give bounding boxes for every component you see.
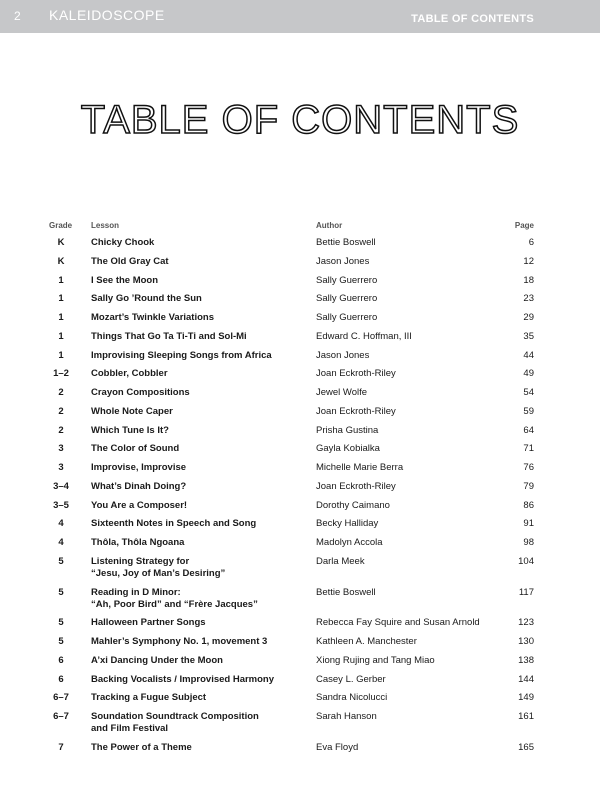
entry-grade: 5 xyxy=(58,617,64,629)
entry-lesson[interactable] xyxy=(91,350,306,362)
entry-author: Sandra Nicolucci xyxy=(316,692,388,704)
entry-page[interactable]: 91 xyxy=(523,518,534,530)
brand-logo: KALEIDOSCOPE xyxy=(49,7,165,23)
entry-author: Becky Halliday xyxy=(316,518,379,530)
entry-grade: 1 xyxy=(58,330,64,342)
entry-lesson-line: Sally Go ’Round the Sun xyxy=(91,293,202,305)
entry-page[interactable]: 86 xyxy=(523,499,534,511)
entry-lesson-line: Reading in D Minor: xyxy=(91,586,181,598)
header-bar xyxy=(0,0,600,33)
entry-grade: 2 xyxy=(58,387,64,398)
entry-lesson-line: Which Tune Is It? xyxy=(91,424,169,436)
toc-entry[interactable] xyxy=(49,406,534,425)
toc-entry[interactable] xyxy=(49,275,534,294)
toc-entry[interactable] xyxy=(49,443,534,462)
entry-author: Sally Guerrero xyxy=(316,312,378,323)
toc-entry[interactable] xyxy=(49,387,534,406)
entry-page[interactable]: 76 xyxy=(523,462,534,473)
toc-entry[interactable] xyxy=(49,237,534,256)
entry-lesson-line: Thôla, Thôla Ngoana xyxy=(91,537,185,548)
toc-entry[interactable] xyxy=(49,636,534,655)
entry-grade: 1 xyxy=(58,293,64,305)
toc-entry[interactable] xyxy=(49,674,534,693)
entry-page[interactable]: 79 xyxy=(523,480,534,492)
entry-grade: 1 xyxy=(58,274,64,286)
entry-author: Eva Floyd xyxy=(316,741,359,753)
toc-entry[interactable] xyxy=(49,742,534,761)
toc-entry[interactable] xyxy=(49,587,534,618)
entry-lesson-line: Mahler’s Symphony No. 1, movement 3 xyxy=(91,636,268,647)
entry-lesson-line: “Jesu, Joy of Man’s Desiring” xyxy=(91,567,226,579)
entry-lesson[interactable] xyxy=(91,312,306,324)
entry-lesson-line: Improvising Sleeping Songs from Africa xyxy=(91,349,272,361)
entry-grade: 3 xyxy=(58,462,64,473)
entry-lesson[interactable] xyxy=(91,587,306,611)
entry-grade: 4 xyxy=(58,537,64,548)
entry-lesson[interactable] xyxy=(91,462,306,474)
page-column-header: Page xyxy=(514,221,534,230)
entry-grade: 3–4 xyxy=(53,480,69,492)
grade-column-header: Grade xyxy=(49,221,73,230)
entry-author: Bettie Boswell xyxy=(316,237,376,248)
page-number: 2 xyxy=(14,9,21,23)
entry-author: Gayla Kobialka xyxy=(316,443,380,455)
toc-entry[interactable] xyxy=(49,518,534,537)
entry-grade: 3–5 xyxy=(53,499,69,511)
toc-entry[interactable] xyxy=(49,350,534,369)
entry-page[interactable]: 59 xyxy=(523,405,534,417)
entry-author: Joan Eckroth-Riley xyxy=(316,368,396,380)
entry-author: Dorothy Caimano xyxy=(316,499,390,511)
entry-lesson-line: Sixteenth Notes in Speech and Song xyxy=(91,518,257,530)
entry-author: Sarah Hanson xyxy=(316,711,377,722)
entry-grade: 6–7 xyxy=(53,692,69,704)
lesson-column-header: Lesson xyxy=(91,221,120,230)
entry-lesson-line: Soundation Soundtrack Composition xyxy=(91,711,259,722)
entry-page[interactable]: 23 xyxy=(523,293,534,305)
entry-lesson-line: Cobbler, Cobbler xyxy=(91,368,168,380)
entry-page[interactable]: 149 xyxy=(518,692,534,704)
entry-author: Jewel Wolfe xyxy=(316,387,368,398)
entry-lesson[interactable] xyxy=(91,443,306,455)
toc-entry[interactable] xyxy=(49,692,534,711)
entry-page[interactable]: 104 xyxy=(518,555,534,567)
entry-grade: 6 xyxy=(58,673,64,685)
toc-entry[interactable] xyxy=(49,293,534,312)
entry-page[interactable]: 64 xyxy=(523,424,534,436)
entry-lesson[interactable] xyxy=(91,481,306,493)
entry-author: Jason Jones xyxy=(316,349,370,361)
entry-lesson[interactable] xyxy=(91,742,306,754)
entry-lesson[interactable] xyxy=(91,368,306,380)
entry-grade: 1–2 xyxy=(53,368,69,380)
entry-page[interactable]: 12 xyxy=(523,255,534,267)
entry-lesson[interactable] xyxy=(91,537,306,549)
entry-lesson-line: Tracking a Fugue Subject xyxy=(91,692,207,704)
entry-page[interactable]: 117 xyxy=(518,586,534,598)
entry-lesson[interactable] xyxy=(91,387,306,399)
entry-author: Sally Guerrero xyxy=(316,274,378,286)
entry-author: Prisha Gustina xyxy=(316,424,379,436)
column-headers xyxy=(49,220,534,233)
entry-page[interactable]: 18 xyxy=(523,274,534,286)
entry-author: Sally Guerrero xyxy=(316,293,378,305)
entry-lesson-line: Whole Note Caper xyxy=(91,405,173,417)
toc-entry[interactable] xyxy=(49,256,534,275)
entry-lesson[interactable] xyxy=(91,500,306,512)
entry-author: Michelle Marie Berra xyxy=(316,462,404,473)
toc-entry[interactable] xyxy=(49,617,534,636)
entry-grade: 5 xyxy=(58,586,64,598)
entry-lesson[interactable] xyxy=(91,256,306,268)
entry-page[interactable]: 29 xyxy=(523,312,534,323)
entry-grade: K xyxy=(57,255,65,267)
entry-lesson[interactable] xyxy=(91,711,306,735)
entry-lesson-line: A’xi Dancing Under the Moon xyxy=(91,654,223,666)
entry-page[interactable]: 138 xyxy=(518,654,534,666)
entry-lesson-line: Improvise, Improvise xyxy=(91,462,187,473)
entry-author: Jason Jones xyxy=(316,255,370,267)
entry-lesson-line: Listening Strategy for xyxy=(91,555,190,567)
entry-lesson[interactable] xyxy=(91,275,306,287)
toc-entry[interactable] xyxy=(49,462,534,481)
entry-grade: 5 xyxy=(58,636,64,647)
toc-entry[interactable] xyxy=(49,368,534,387)
toc-entry[interactable] xyxy=(49,331,534,350)
entry-lesson-line: The Color of Sound xyxy=(91,443,180,455)
entry-grade: 6 xyxy=(58,654,64,666)
entry-page[interactable]: 130 xyxy=(518,636,534,647)
entry-grade: 2 xyxy=(58,424,64,436)
entry-grade: K xyxy=(57,237,65,248)
entry-lesson-line: Crayon Compositions xyxy=(91,387,190,398)
entry-lesson-line: and Film Festival xyxy=(91,723,169,734)
section-label: TABLE OF CONTENTS xyxy=(411,13,534,25)
toc-entry[interactable] xyxy=(49,537,534,556)
entry-lesson[interactable] xyxy=(91,692,306,704)
toc-entry[interactable] xyxy=(49,312,534,331)
entry-lesson[interactable] xyxy=(91,237,306,249)
entry-grade: 1 xyxy=(58,349,64,361)
page-title: TABLE OF CONTENTS xyxy=(80,98,520,142)
entry-lesson[interactable] xyxy=(91,655,306,667)
entry-lesson[interactable] xyxy=(91,406,306,418)
entry-lesson-line: Halloween Partner Songs xyxy=(91,617,206,629)
entry-page[interactable]: 165 xyxy=(518,741,534,753)
entry-grade: 2 xyxy=(58,405,64,417)
entry-lesson-line: Things That Go Ta Ti-Ti and Sol-Mi xyxy=(91,330,247,342)
entry-grade: 5 xyxy=(58,555,64,567)
entry-grade: 3 xyxy=(58,443,64,455)
entry-lesson-line: The Old Gray Cat xyxy=(91,255,169,267)
entry-author: Kathleen A. Manchester xyxy=(316,636,417,647)
entry-page[interactable]: 98 xyxy=(523,537,534,548)
entry-lesson[interactable] xyxy=(91,636,306,648)
entry-author: Joan Eckroth-Riley xyxy=(316,480,396,492)
entry-lesson[interactable] xyxy=(91,293,306,305)
entry-page[interactable]: 6 xyxy=(528,237,534,248)
entry-page[interactable]: 144 xyxy=(518,673,534,685)
entry-page[interactable]: 54 xyxy=(523,387,534,398)
table-of-contents xyxy=(49,220,534,761)
entry-grade: 6–7 xyxy=(53,711,69,722)
entry-lesson[interactable] xyxy=(91,556,306,580)
entry-lesson[interactable] xyxy=(91,674,306,686)
entry-lesson-line: Backing Vocalists / Improvised Harmony xyxy=(91,673,275,685)
entry-grade: 1 xyxy=(58,312,64,323)
entry-lesson[interactable] xyxy=(91,331,306,343)
entry-lesson[interactable] xyxy=(91,425,306,437)
entry-lesson-line: Chicky Chook xyxy=(91,237,155,248)
entry-author: Madolyn Accola xyxy=(316,537,383,548)
entry-lesson-line: The Power of a Theme xyxy=(91,741,192,753)
entry-grade: 7 xyxy=(58,741,64,753)
toc-entry[interactable] xyxy=(49,711,534,742)
author-column-header: Author xyxy=(316,221,343,230)
toc-entry[interactable] xyxy=(49,556,534,587)
entry-lesson-line: I See the Moon xyxy=(91,274,159,286)
entry-lesson[interactable] xyxy=(91,617,306,629)
entry-page[interactable]: 44 xyxy=(523,349,534,361)
entry-lesson-line: You Are a Composer! xyxy=(91,499,188,511)
entry-lesson-line: Mozart’s Twinkle Variations xyxy=(91,312,215,323)
entry-author: Darla Meek xyxy=(316,555,365,567)
entry-author: Rebecca Fay Squire and Susan Arnold xyxy=(316,617,480,629)
entry-page[interactable]: 49 xyxy=(523,368,534,380)
toc-entry[interactable] xyxy=(49,481,534,500)
entry-page[interactable]: 123 xyxy=(518,617,534,629)
entry-page[interactable]: 71 xyxy=(523,443,534,455)
entry-lesson-line: “Ah, Poor Bird” and “Frère Jacques” xyxy=(91,598,258,610)
entry-author: Casey L. Gerber xyxy=(316,673,386,685)
toc-entry[interactable] xyxy=(49,655,534,674)
entry-author: Bettie Boswell xyxy=(316,586,376,598)
entry-author: Joan Eckroth-Riley xyxy=(316,405,396,417)
entry-author: Xiong Rujing and Tang Miao xyxy=(316,654,435,666)
entry-lesson-line: What’s Dinah Doing? xyxy=(91,480,187,492)
entry-page[interactable]: 35 xyxy=(523,330,534,342)
entry-author: Edward C. Hoffman, III xyxy=(316,330,412,342)
entry-lesson[interactable] xyxy=(91,518,306,530)
toc-entry[interactable] xyxy=(49,425,534,444)
entry-page[interactable]: 161 xyxy=(518,711,534,722)
toc-entry[interactable] xyxy=(49,500,534,519)
entry-grade: 4 xyxy=(58,518,64,530)
